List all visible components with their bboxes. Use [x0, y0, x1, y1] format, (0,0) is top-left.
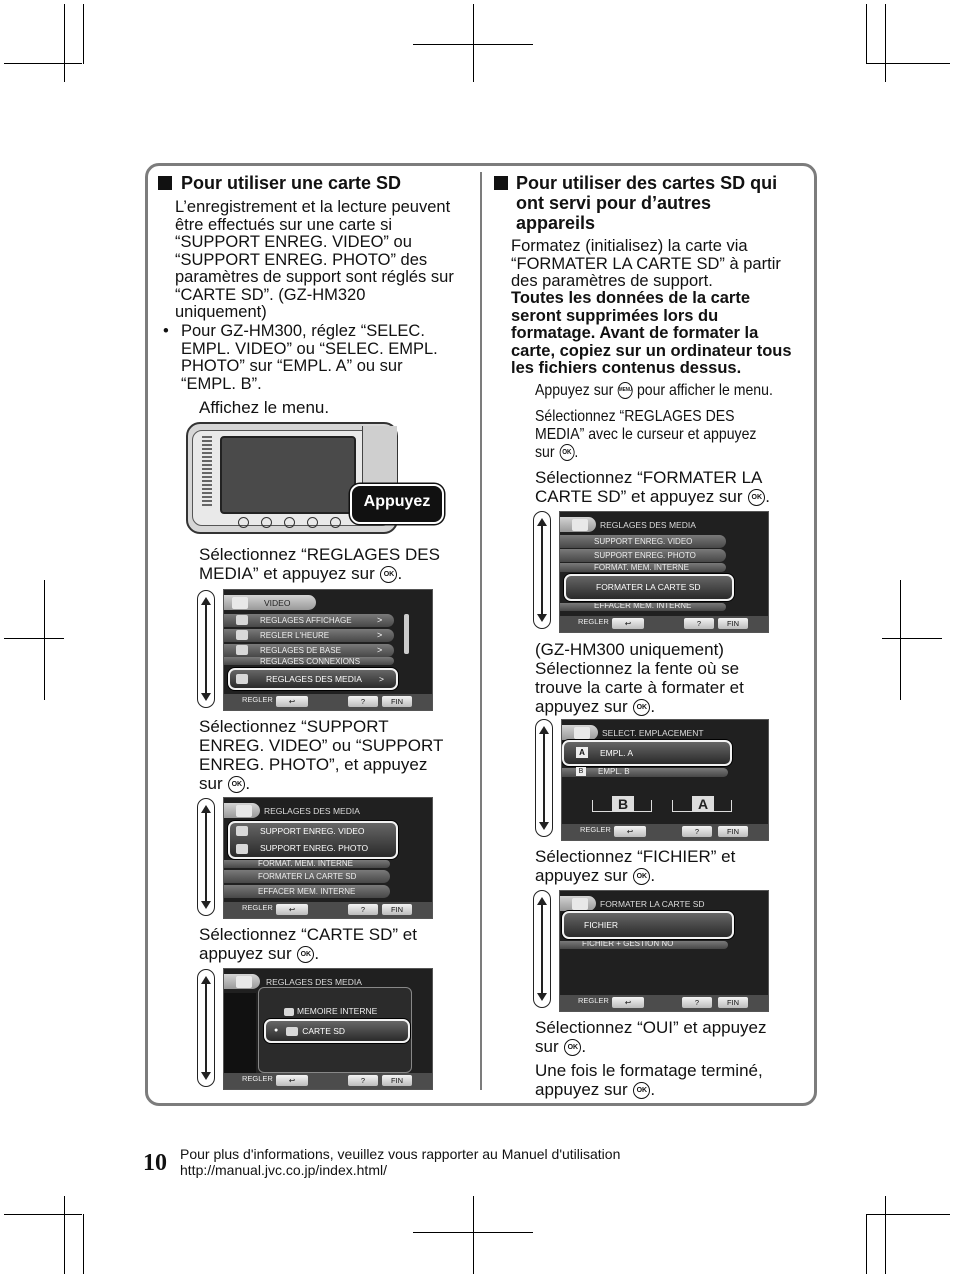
left-step-2: Sélectionnez “REGLAGES DES MEDIA” et appuyez sur OK . — [199, 545, 440, 583]
fin-button[interactable]: FIN — [382, 696, 412, 707]
chevron-right-icon: > — [377, 630, 383, 640]
menu-item[interactable]: SUPPORT ENREG. PHOTO — [560, 549, 726, 562]
footer-note: Pour plus d'informations, veuillez vous rapporter au Manuel d'utilisation http://manual.jvc.co.jp/index.html/ — [180, 1146, 621, 1178]
help-button[interactable]: ? — [684, 618, 714, 629]
right-step-5: Sélectionnez “FICHIER” et appuyez sur OK . — [535, 847, 736, 885]
menu-header: REGLAGES DES MEDIA — [264, 806, 360, 816]
ok-icon: OK — [633, 1082, 650, 1099]
menu-item[interactable]: FORMATER LA CARTE SD — [224, 870, 390, 883]
scroll-control[interactable] — [533, 890, 551, 1008]
media-settings-icon — [236, 805, 252, 817]
back-button[interactable]: ↩ — [614, 826, 646, 837]
regler-label: REGLER — [580, 825, 611, 834]
scroll-control[interactable] — [535, 719, 553, 837]
help-button[interactable]: ? — [682, 997, 712, 1008]
camcorder-illustration — [186, 422, 431, 534]
scroll-control[interactable] — [533, 511, 551, 629]
menu-item[interactable]: EMPL. B — [562, 768, 728, 777]
scroll-control[interactable] — [197, 969, 215, 1087]
menu-item[interactable]: FICHIER + GESTION NO — [560, 941, 728, 949]
menu-item-selected[interactable]: FORMATER LA CARTE SD — [564, 574, 734, 601]
chevron-right-icon: > — [377, 615, 383, 625]
fin-button[interactable]: FIN — [718, 997, 748, 1008]
section-marker-icon — [158, 176, 172, 190]
ok-icon: OK — [228, 776, 245, 793]
ok-icon: OK — [633, 868, 650, 885]
left-intro: L’enregistrement et la lecture peuvent être effectués sur une carte si “SUPPORT ENREG. VIDEO” ou “SUPPORT ENREG. PHOTO” des paramètres de support sont réglés sur “CARTE SD”. (GZ-HM320 uniquement) — [175, 198, 454, 321]
media-settings-icon — [572, 519, 588, 531]
video-camera-icon — [232, 597, 248, 609]
ok-icon: OK — [564, 1039, 581, 1056]
slot-a-icon: A — [576, 747, 588, 758]
back-button[interactable]: ↩ — [612, 618, 644, 629]
fin-button[interactable]: FIN — [718, 826, 748, 837]
left-bullet: Pour GZ-HM300, réglez “SELEC. EMPL. VIDEO” ou “SELEC. EMPL. PHOTO” sur “EMPL. A” ou sur “EMPL. B”. — [181, 322, 438, 393]
ok-icon: OK — [380, 566, 397, 583]
lcd-screen-format-menu — [559, 511, 769, 633]
media-settings-icon — [236, 976, 252, 988]
menu-item[interactable]: REGLAGES DE BASE — [224, 644, 394, 657]
photo-icon — [236, 844, 248, 854]
fin-button[interactable]: FIN — [382, 904, 412, 915]
tools-icon — [236, 645, 248, 655]
lcd-screen-media-menu — [223, 589, 433, 711]
menu-header: FORMATER LA CARTE SD — [600, 899, 705, 909]
section-marker-icon — [494, 176, 508, 190]
left-step-3: Sélectionnez “SUPPORT ENREG. VIDEO” ou “SUPPORT ENREG. PHOTO”, et appuyez sur OK . — [199, 717, 444, 793]
back-button[interactable]: ↩ — [276, 696, 308, 707]
sd-card-icon — [286, 1027, 298, 1036]
display-icon — [236, 615, 248, 625]
menu-header: VIDEO — [264, 598, 291, 608]
left-heading: Pour utiliser une carte SD — [181, 173, 402, 193]
lcd-screen-media-select — [223, 968, 433, 1090]
menu-item[interactable]: EFFACER MEM. INTERNE — [560, 603, 726, 611]
regler-label: REGLER — [242, 903, 273, 912]
scroll-control[interactable] — [197, 590, 215, 708]
page-number: 10 — [143, 1150, 167, 1176]
left-step-1: Affichez le menu. — [199, 398, 330, 417]
menu-item-selected[interactable]: REGLAGES DES MEDIA > — [228, 668, 398, 690]
column-divider — [480, 172, 482, 1090]
right-intro: Formatez (initialisez) la carte via “FORMATER LA CARTE SD” à partir des paramètres de support. — [511, 237, 781, 290]
regler-label: REGLER — [242, 1074, 273, 1083]
option-carte-sd-selected[interactable]: ● CARTE SD — [264, 1019, 410, 1043]
regler-label: REGLER — [242, 695, 273, 704]
right-warning: Toutes les données de la carte seront supprimées lors du formatage. Avant de formater la carte, copiez sur un ordinateur tous les fichiers contenus dessus. — [511, 289, 792, 377]
lcd-screen-slot-select — [561, 719, 769, 841]
menu-button-icon: MENU — [618, 382, 633, 399]
menu-item[interactable]: REGLAGES AFFICHAGE — [224, 614, 394, 627]
scrollbar — [404, 614, 409, 654]
appuyez-callout: Appuyez — [350, 484, 444, 524]
left-step-4: Sélectionnez “CARTE SD” et appuyez sur OK . — [199, 925, 417, 963]
media-settings-icon — [572, 898, 588, 910]
help-button[interactable]: ? — [682, 826, 712, 837]
help-button[interactable]: ? — [348, 1075, 378, 1086]
menu-item[interactable]: EFFACER MEM. INTERNE — [224, 885, 390, 898]
back-button[interactable]: ↩ — [276, 1075, 308, 1086]
chevron-right-icon: > — [377, 645, 383, 655]
clock-icon — [236, 630, 248, 640]
right-step-7: Une fois le formatage terminé, appuyez sur OK . — [535, 1061, 763, 1099]
scroll-control[interactable] — [197, 798, 215, 916]
right-step-1: Appuyez sur MENU pour afficher le menu. — [535, 382, 773, 399]
back-button[interactable]: ↩ — [612, 997, 644, 1008]
regler-label: REGLER — [578, 617, 609, 626]
right-heading: Pour utiliser des cartes SD qui ont servi pour d’autres appareils — [516, 173, 778, 233]
menu-item-selected[interactable]: SUPPORT ENREG. VIDEO SUPPORT ENREG. PHOTO — [228, 821, 398, 859]
ok-icon: OK — [297, 946, 314, 963]
right-step-6: Sélectionnez “OUI” et appuyez sur OK . — [535, 1018, 767, 1056]
ok-icon: OK — [633, 699, 650, 716]
ok-icon: OK — [559, 444, 574, 461]
fin-button[interactable]: FIN — [718, 618, 748, 629]
menu-item[interactable]: REGLAGES CONNEXIONS — [224, 657, 394, 665]
memory-icon — [284, 1008, 294, 1016]
ok-icon: OK — [748, 489, 765, 506]
menu-item[interactable]: REGLER L'HEURE — [224, 629, 394, 642]
help-button[interactable]: ? — [348, 904, 378, 915]
lcd-screen-support-menu — [223, 797, 433, 919]
fin-button[interactable]: FIN — [382, 1075, 412, 1086]
right-step-3: Sélectionnez “FORMATER LA CARTE SD” et appuyez sur OK . — [535, 468, 771, 506]
slot-icon — [574, 727, 590, 739]
slot-a-illustration: A — [672, 796, 732, 812]
slot-b-illustration: B — [592, 796, 652, 812]
video-icon — [236, 826, 248, 836]
menu-item-selected[interactable]: EMPL. A — [562, 740, 732, 766]
slot-b-icon: B — [576, 767, 586, 776]
menu-item[interactable]: FORMAT. MEM. INTERNE — [224, 860, 390, 868]
menu-item[interactable]: FORMAT. MEM. INTERNE — [560, 563, 726, 572]
manual-link[interactable]: http://manual.jvc.co.jp/index.html/ — [180, 1162, 387, 1178]
lcd-screen-format-type — [559, 890, 769, 1012]
menu-item-selected[interactable]: FICHIER — [562, 911, 734, 939]
menu-header: REGLAGES DES MEDIA — [266, 977, 362, 987]
bullet-dot: • — [163, 322, 169, 340]
menu-header: SELECT. EMPLACEMENT — [602, 728, 704, 738]
right-step-4: (GZ-HM300 uniquement) Sélectionnez la fente où se trouve la carte à formater et appuyez sur OK . — [535, 640, 744, 716]
right-step-2: Sélectionnez “REGLAGES DES MEDIA” avec le curseur et appuyez sur OK . — [535, 408, 757, 461]
menu-item[interactable]: SUPPORT ENREG. VIDEO — [560, 535, 726, 548]
menu-header: REGLAGES DES MEDIA — [600, 520, 696, 530]
option-memoire-interne[interactable]: MEMOIRE INTERNE — [284, 1004, 377, 1018]
regler-label: REGLER — [578, 996, 609, 1005]
media-settings-icon — [236, 674, 248, 684]
help-button[interactable]: ? — [348, 696, 378, 707]
back-button[interactable]: ↩ — [276, 904, 308, 915]
